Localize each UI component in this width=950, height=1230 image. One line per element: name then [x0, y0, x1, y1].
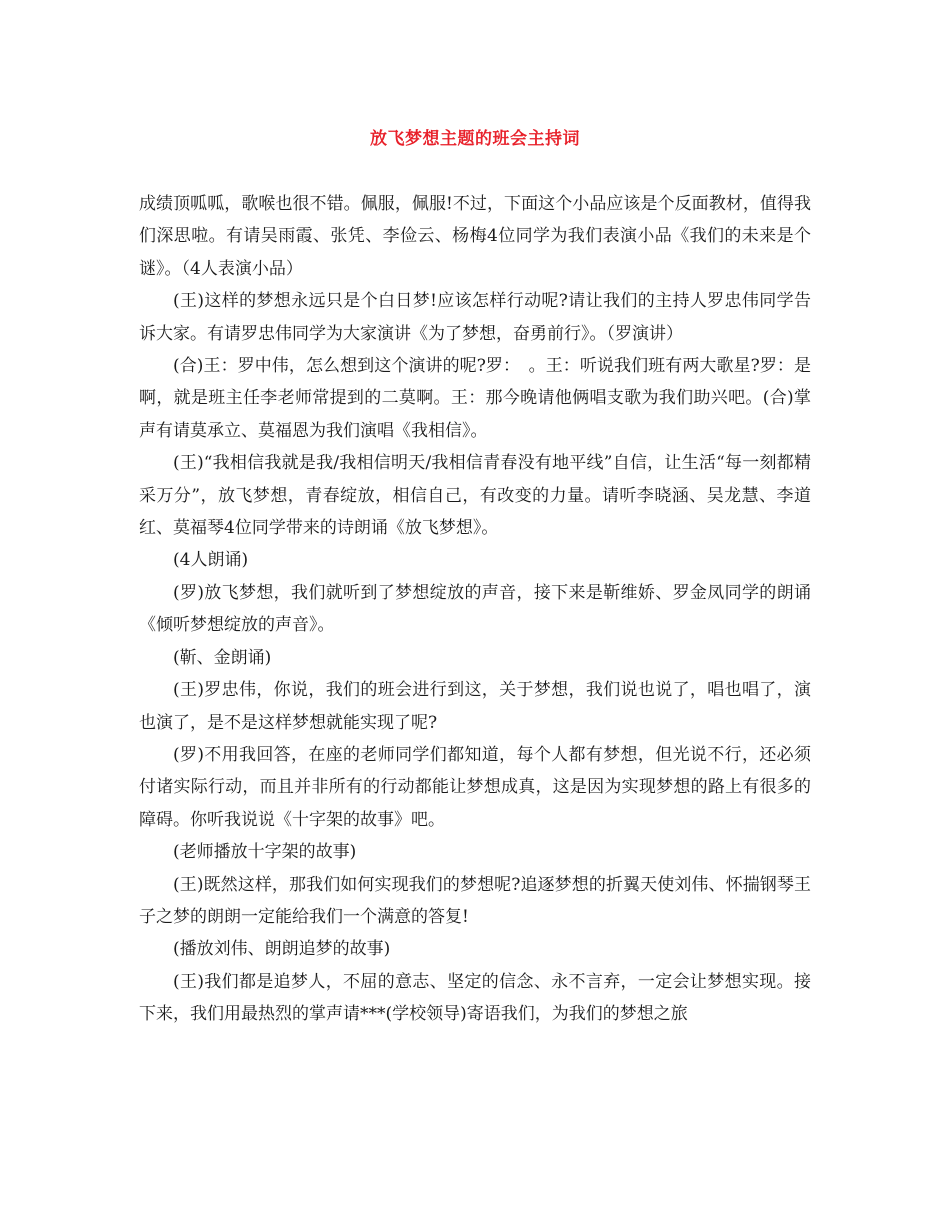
- paragraph-12: (播放刘伟、朗朗追梦的故事): [173, 939, 391, 960]
- paragraph-2: (王)这样的梦想永远只是个白日梦!应该怎样行动呢?请让我们的主持人罗忠伟同学告诉大家。有请罗忠伟同学为大家演讲《为了梦想，奋勇前行》。（罗演讲）: [139, 291, 811, 344]
- paragraph-5: (4人朗诵): [173, 550, 249, 571]
- paragraph-6: (罗)放飞梦想，我们就听到了梦想绽放的声音，接下来是靳维娇、罗金凤同学的朗诵《倾听梦想绽放的声音》。: [139, 582, 811, 636]
- paragraph-10: (老师播放十字架的故事): [173, 842, 357, 863]
- paragraph-4: (王)“我相信我就是我/我相信明天/我相信青春没有地平线”自信，让生活“每一刻都精采万分”，放飞梦想，青春绽放，相信自己，有改变的力量。请听李晓涵、吴龙慧、李道红、莫福琴4位同学带来的诗朗诵《放飞梦想》。: [139, 453, 811, 539]
- paragraph-3: (合)王：罗中伟，怎么想到这个演讲的呢?罗： 。王：听说我们班有两大歌星?罗：是啊，就是班主任李老师常提到的二莫啊。王：那今晚请他俩唱支歌为我们助兴吧。(合)掌声有请莫承立、莫福恩为我们演唱《我相信》。: [139, 356, 811, 441]
- document-title: 放飞梦想主题的班会主持词: [370, 129, 580, 149]
- paragraph-7: (靳、金朗诵): [173, 647, 272, 668]
- document-body: [139, 188, 811, 1031]
- paragraph-11: (王)既然这样，那我们如何实现我们的梦想呢?追逐梦想的折翼天使刘伟、怀揣钢琴王子之梦的朗朗一定能给我们一个满意的答复!: [139, 874, 811, 927]
- paragraph-1: 成绩顶呱呱，歌喉也很不错。佩服，佩服!不过，下面这个小品应该是个反面教材，值得我们深思啦。有请吴雨霞、张凭、李俭云、杨梅4位同学为我们表演小品《我们的未来是个谜》。（4人表演小品）: [139, 194, 811, 279]
- paragraph-9: (罗)不用我回答，在座的老师同学们都知道，每个人都有梦想，但光说不行，还必须付诸实际行动，而且并非所有的行动都能让梦想成真，这是因为实现梦想的路上有很多的障碍。你听我说说《十字架的故事》吧。: [139, 744, 811, 830]
- paragraph-8: (王)罗忠伟，你说，我们的班会进行到这，关于梦想，我们说也说了，唱也唱了，演也演了，是不是这样梦想就能实现了呢?: [139, 680, 811, 733]
- paragraph-13: (王)我们都是追梦人，不屈的意志、坚定的信念、永不言弃，一定会让梦想实现。接下来，我们用最热烈的掌声请***(学校领导)寄语我们，为我们的梦想之旅: [139, 971, 811, 1025]
